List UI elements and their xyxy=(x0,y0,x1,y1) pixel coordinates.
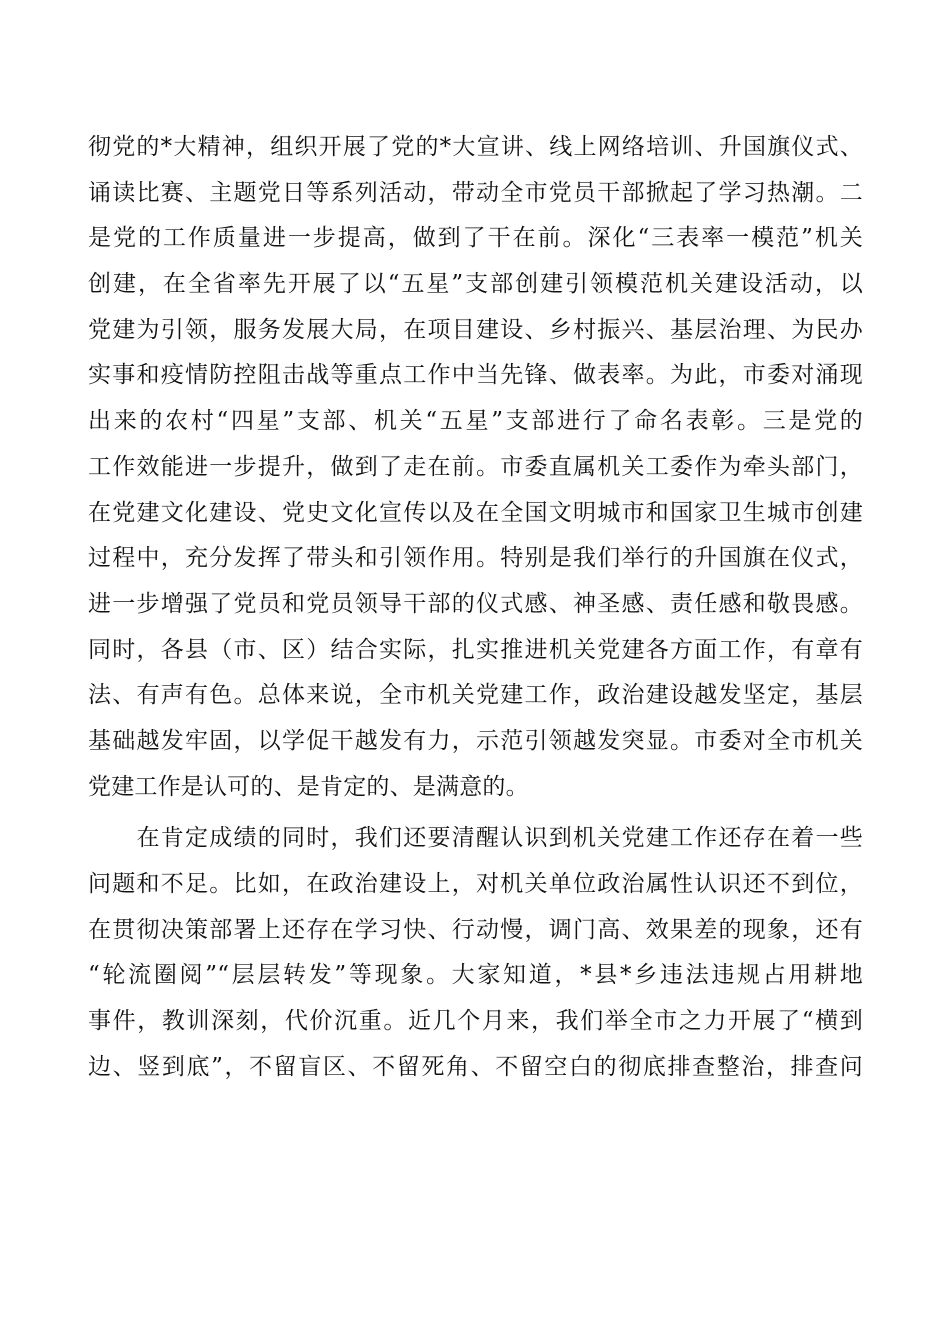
text-line: 在党建文化建设、党史文化宣传以及在全国文明城市和国家卫生城市创建 xyxy=(88,499,863,526)
text-line: 党建为引领，服务发展大局，在项目建设、乡村振兴、基层治理、为民办 xyxy=(88,316,863,343)
text-line: 创建，在全省率先开展了以“五星”支部创建引领模范机关建设活动，以 xyxy=(88,271,863,298)
text-line: 党建工作是认可的、是肯定的、是满意的。 xyxy=(88,773,529,800)
text-line: 法、有声有色。总体来说，全市机关党建工作，政治建设越发坚定，基层 xyxy=(88,682,863,709)
text-line: 诵读比赛、主题党日等系列活动，带动全市党员干部掀起了学习热潮。二 xyxy=(88,179,863,206)
text-line: 出来的农村“四星”支部、机关“五星”支部进行了命名表彰。三是党的 xyxy=(88,408,863,435)
text-line: 实事和疫情防控阻击战等重点工作中当先锋、做表率。为此，市委对涌现 xyxy=(88,362,863,389)
text-line: 彻党的*大精神，组织开展了党的*大宣讲、线上网络培训、升国旗仪式、 xyxy=(88,134,863,160)
document-body xyxy=(88,125,863,1090)
text-line: 工作效能进一步提升，做到了走在前。市委直属机关工委作为牵头部门， xyxy=(88,453,863,480)
text-line: 同时，各县（市、区）结合实际，扎实推进机关党建各方面工作，有章有 xyxy=(88,636,863,663)
text-line: 基础越发牢固，以学促干越发有力，示范引领越发突显。市委对全市机关 xyxy=(88,727,863,754)
text-line: 在肯定成绩的同时，我们还要清醒认识到机关党建工作还存在着一些 xyxy=(88,825,863,852)
text-line: 问题和不足。比如，在政治建设上，对机关单位政治属性认识还不到位， xyxy=(88,871,863,897)
paragraph-achievements xyxy=(88,125,863,810)
text-line: 事件，教训深刻，代价沉重。近几个月来，我们举全市之力开展了“横到 xyxy=(88,1008,863,1035)
text-line: 边、竖到底”，不留盲区、不留死角、不留空白的彻底排查整治，排查问 xyxy=(88,1053,863,1080)
text-line: “轮流圈阅”“层层转发”等现象。大家知道，*县*乡违法违规占用耕地 xyxy=(88,962,863,989)
text-line: 过程中，充分发挥了带头和引领作用。特别是我们举行的升国旗在仪式， xyxy=(88,545,863,572)
text-line: 进一步增强了党员和党员领导干部的仪式感、神圣感、责任感和敬畏感。 xyxy=(88,590,863,617)
text-line: 是党的工作质量进一步提高，做到了干在前。深化“三表率一模范”机关 xyxy=(88,225,863,252)
paragraph-problems xyxy=(88,816,863,1090)
text-line: 在贯彻决策部署上还存在学习快、行动慢，调门高、效果差的现象，还有 xyxy=(88,916,863,943)
